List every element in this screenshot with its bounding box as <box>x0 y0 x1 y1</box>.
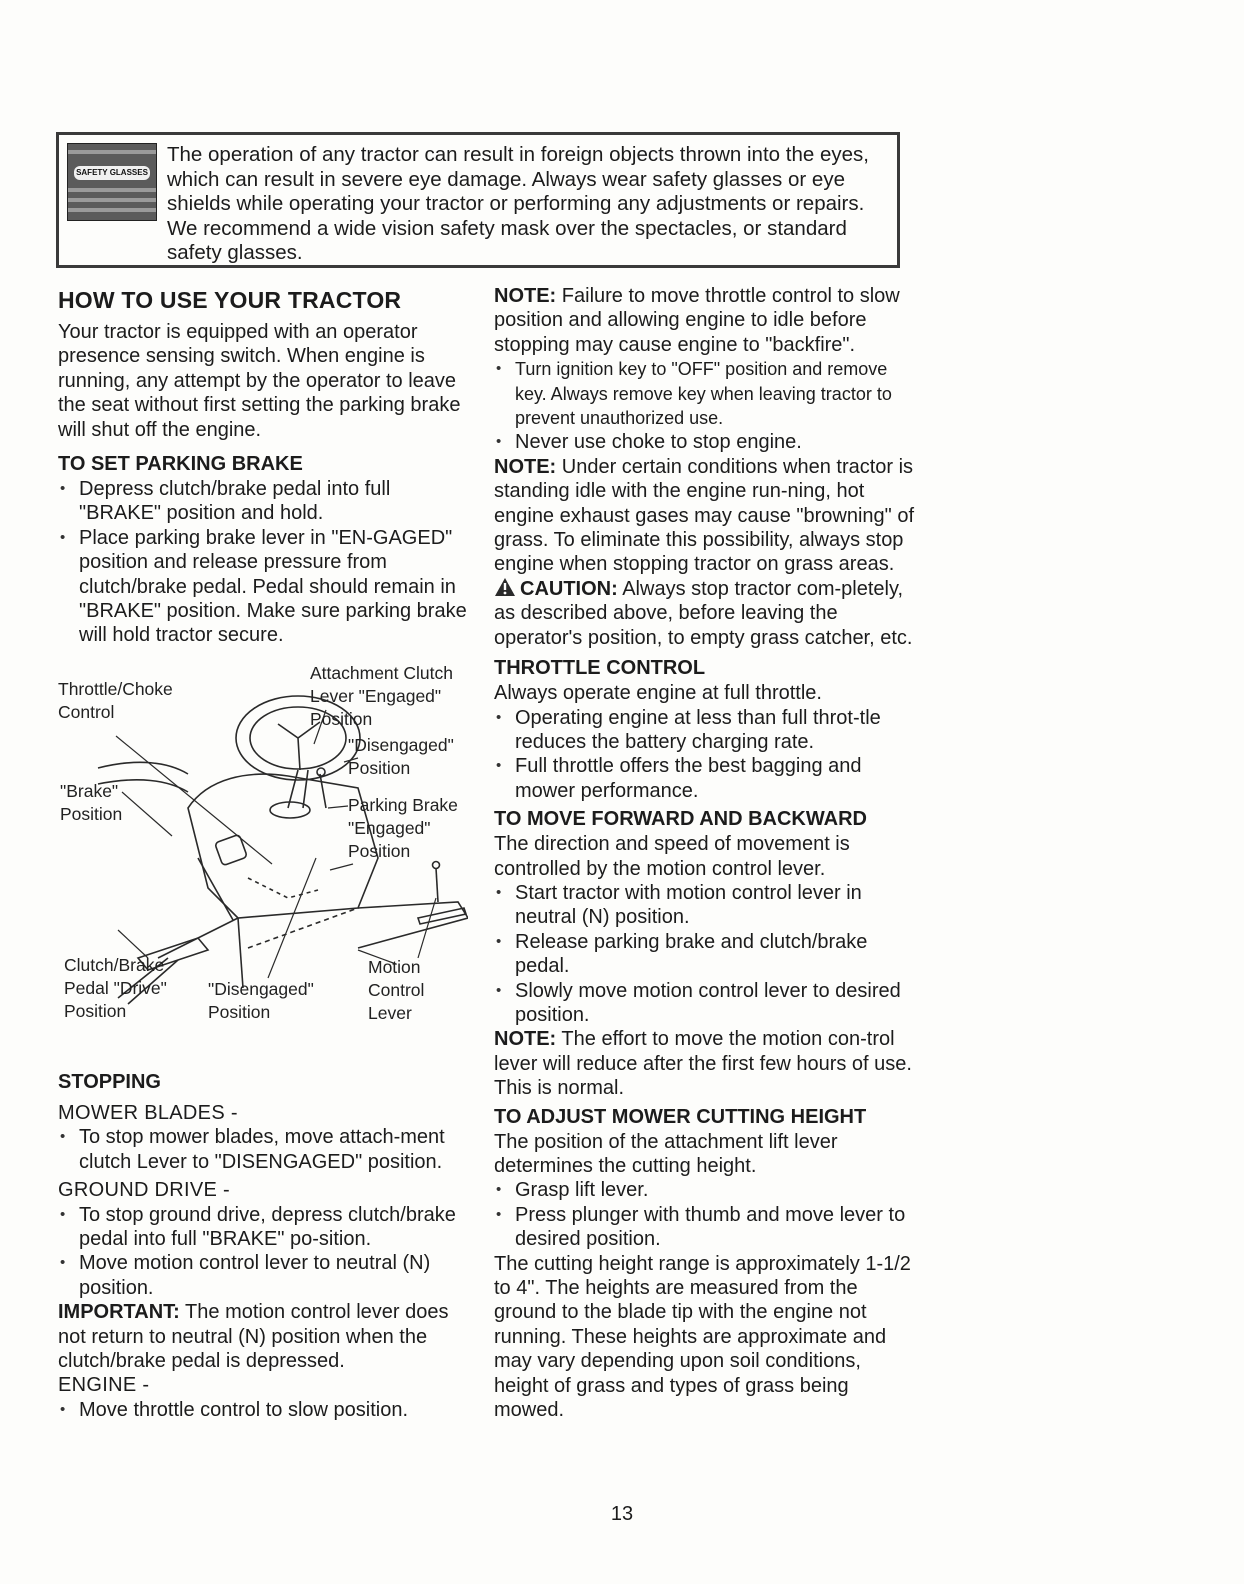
list-item: • Place parking brake lever in "EN-GAGED" position and release pressure from clutch/brake pedal. Pedal should remain in "BRAKE" position. Make sure parking brake will hold tractor secure. <box>58 526 468 648</box>
caution-triangle-icon <box>494 577 516 597</box>
note-motion-effort: NOTE: The effort to move the motion con-trol lever will reduce after the first few hours of use. This is normal. <box>494 1028 912 1100</box>
engine-list <box>58 1398 468 1422</box>
caution-note: CAUTION: Always stop tractor com-pletely, as described above, before leaving the operator's position, to empty grass catcher, etc. <box>494 577 913 649</box>
move-intro: The direction and speed of movement is controlled by the motion control lever. <box>494 833 850 880</box>
height-intro: The position of the attachment lift lever determines the cutting height. <box>494 1130 838 1177</box>
note-backfire: NOTE: Failure to move throttle control to slow position and allowing engine to idle before stopping may cause engine to "backfire". <box>494 285 900 356</box>
ground-drive-list <box>58 1203 468 1301</box>
list-item: • Grasp lift lever. <box>494 1178 914 1202</box>
heading-cutting-height: TO ADJUST MOWER CUTTING HEIGHT <box>494 1105 867 1128</box>
height-list <box>494 1178 914 1251</box>
list-item: • Never use choke to stop engine. <box>494 430 914 454</box>
list-item: • Full throttle offers the best bagging and mower performance. <box>494 754 914 803</box>
label-clutch-brake-pedal: Clutch/Brake Pedal "Drive" Position <box>64 954 167 1021</box>
heading-throttle-control: THROTTLE CONTROL <box>494 657 706 680</box>
ignition-list <box>494 357 914 455</box>
throttle-list <box>494 706 914 804</box>
parking-brake-list <box>58 477 468 648</box>
intro-paragraph: Your tractor is equipped with an operator presence sensing switch. When engine is running, any attempt by the operator to leave the seat without first setting the parking brake will shut off the engine. <box>58 321 461 441</box>
list-item: • Press plunger with thumb and move lever to desired position. <box>494 1203 914 1252</box>
list-item: • To stop mower blades, move attach-ment clutch Lever to "DISENGAGED" position. <box>58 1125 468 1174</box>
list-item: • To stop ground drive, depress clutch/brake pedal into full "BRAKE" po-sition. <box>58 1203 468 1252</box>
label-motion-control: Motion Control Lever <box>368 956 425 1023</box>
label-pedal-disengaged: "Disengaged" Position <box>208 978 314 1022</box>
label-disengaged-clutch: "Disengaged" Position <box>348 734 454 778</box>
list-item: • Depress clutch/brake pedal into full "BRAKE" position and hold. <box>58 477 468 526</box>
mower-blades-list <box>58 1125 468 1174</box>
list-item: • Release parking brake and clutch/brake pedal. <box>494 930 914 979</box>
label-throttle-choke: Throttle/Choke Control <box>58 678 173 722</box>
label-parking-brake: Parking Brake "Engaged" Position <box>348 794 458 861</box>
heading-parking-brake: TO SET PARKING BRAKE <box>58 453 303 476</box>
throttle-intro: Always operate engine at full throttle. <box>494 682 822 705</box>
list-item: • Operating engine at less than full throt-tle reduces the battery charging rate. <box>494 706 914 755</box>
right-column <box>494 284 914 1422</box>
list-item: • Start tractor with motion control lever in neutral (N) position. <box>494 881 914 930</box>
important-note: IMPORTANT: The motion control lever does not return to neutral (N) position when the clutch/brake pedal is depressed. <box>58 1301 449 1372</box>
label-engine: ENGINE - <box>58 1374 150 1397</box>
label-attachment-clutch: Attachment Clutch Lever "Engaged" Position <box>310 662 453 729</box>
section-heading-how-to-use: HOW TO USE YOUR TRACTOR <box>58 287 402 313</box>
move-list <box>494 881 914 1027</box>
list-item: • Move throttle control to slow position. <box>58 1398 468 1422</box>
tractor-controls-diagram <box>58 658 468 1044</box>
list-item: • Move motion control lever to neutral (N) position. <box>58 1251 468 1300</box>
safety-glasses-icon-label: SAFETY GLASSES <box>74 166 150 180</box>
heading-move-forward-backward: TO MOVE FORWARD AND BACKWARD <box>494 808 867 831</box>
safety-warning-box <box>56 132 900 268</box>
left-column <box>58 284 468 1422</box>
label-brake-position: "Brake" Position <box>60 780 123 824</box>
list-item: • Slowly move motion control lever to desired position. <box>494 979 914 1028</box>
height-outro: The cutting height range is approximately 1-1/2 to 4". The heights are measured from the ground to the blade tip with the engine not running. These heights are approximate and may vary depending upon soil conditions, height of grass and types of grass being mowed. <box>494 1252 911 1422</box>
heading-stopping: STOPPING <box>58 1070 161 1093</box>
label-mower-blades: MOWER BLADES - <box>58 1101 238 1124</box>
page-number: 13 <box>610 1503 634 1525</box>
safety-glasses-icon <box>67 143 157 221</box>
label-ground-drive: GROUND DRIVE - <box>58 1179 230 1202</box>
safety-warning-text: The operation of any tractor can result in foreign objects thrown into the eyes, which can result in severe eye damage. Always wear safety glasses or eye shields while operating your tractor or performing any adjustments or repairs. We recommend a wide vision safety mask over the spectacles, or standard safety glasses. <box>167 143 869 264</box>
list-item: • Turn ignition key to "OFF" position and remove key. Always remove key when leaving tractor to prevent unauthorized use. <box>494 357 914 430</box>
note-browning: NOTE: Under certain conditions when tractor is standing idle with the engine run-ning, hot engine exhaust gases may cause "browning" of grass. To eliminate this possibility, always stop engine when stopping tractor on grass areas. <box>494 455 915 576</box>
